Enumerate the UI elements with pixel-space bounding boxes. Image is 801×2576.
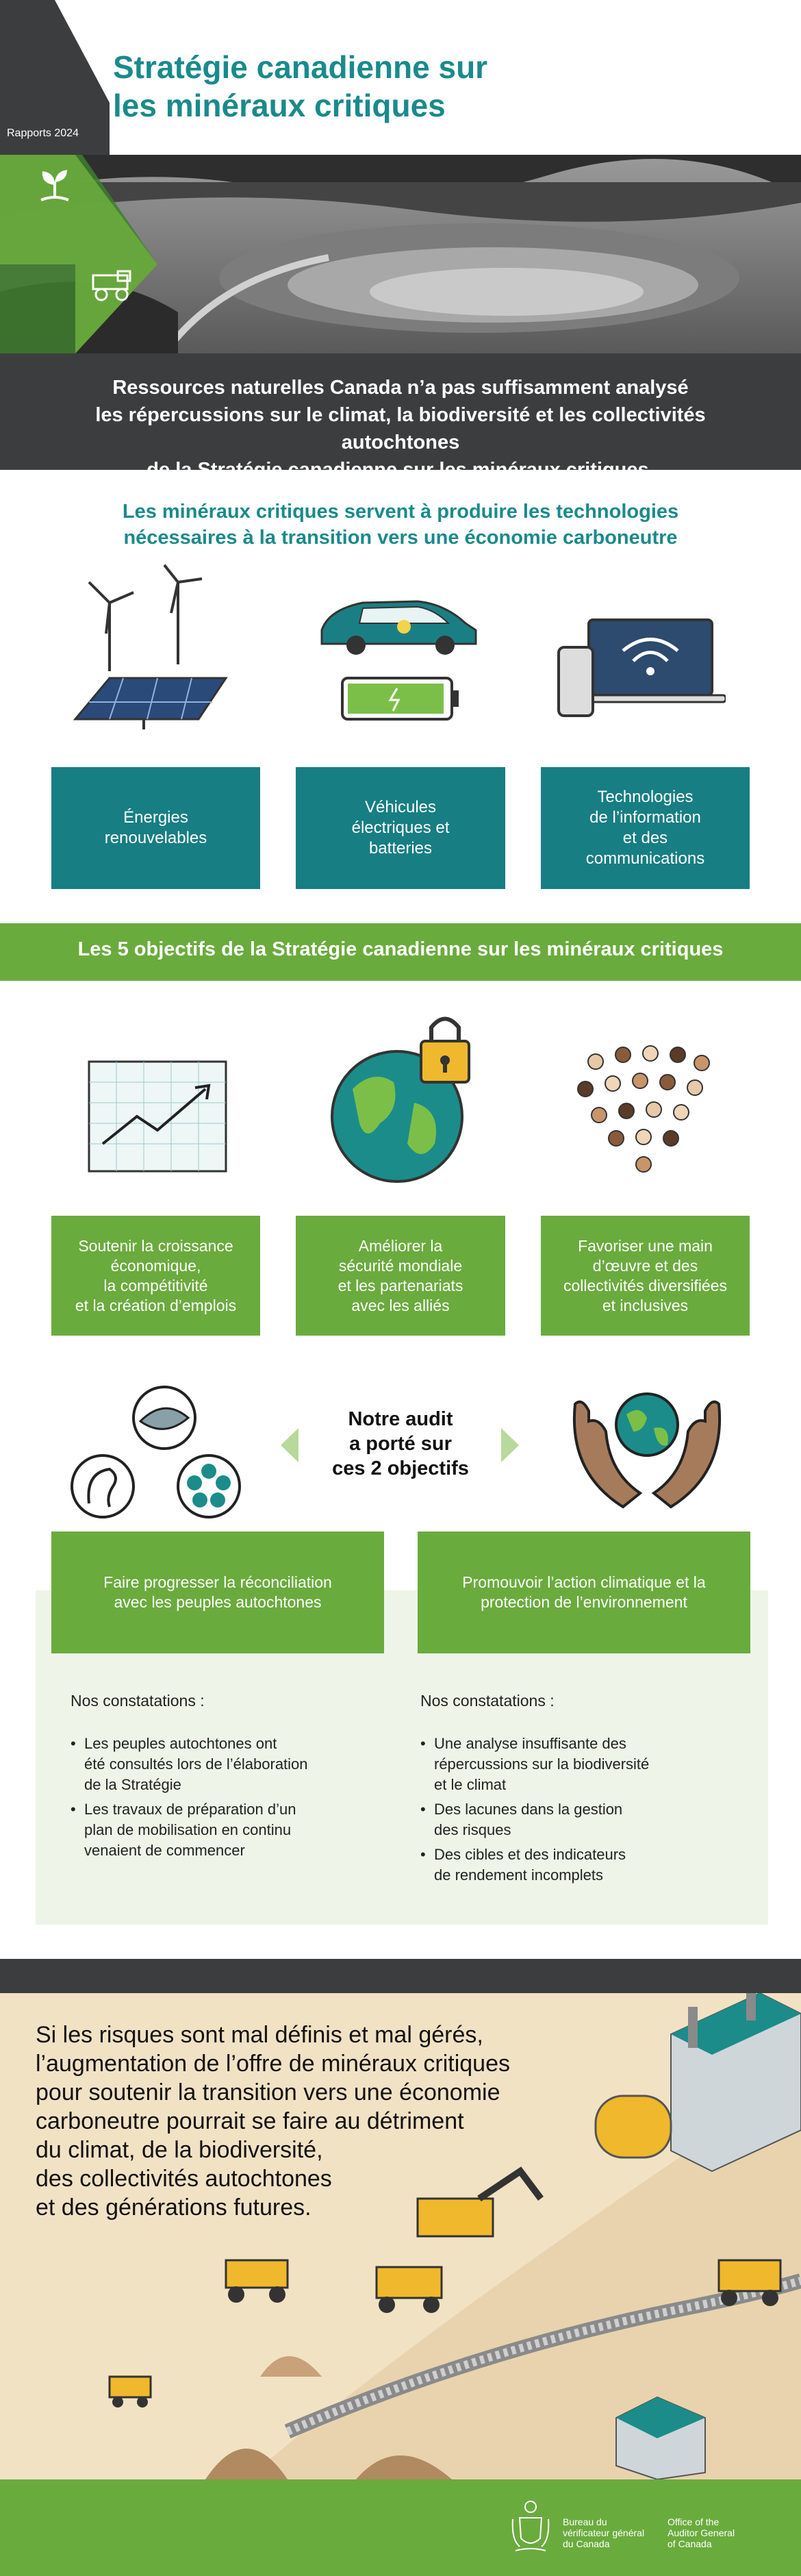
finding-item: • Les travaux de préparation d’un plan de mobilisation en continu venaient de commencer <box>71 1799 372 1861</box>
audit-scope-note: Notre audit a porté sur ces 2 objectifs <box>332 1408 469 1479</box>
objective-climate-box: Promouvoir l’action climatique et la protection de l’environnement <box>418 1531 750 1653</box>
eagle-fish-flower-icon <box>68 1384 246 1521</box>
arrow-left-icon <box>279 1425 300 1466</box>
page-title: Stratégie canadienne sur les minéraux critiques <box>113 49 488 123</box>
laptop-phone-wifi-icon <box>555 613 726 723</box>
mine-landscape-photo <box>0 155 801 353</box>
people-group-icon <box>568 1041 726 1178</box>
risk-statement: Si les risques sont mal définis et mal gérés, l’augmentation de l’offre de minéraux critiques pour soutenir la transition vers une économie carboneutre pourrait se faire au détriment du climat, de la biodiversité, des collectivités autochtones et des générations futures. <box>36 2022 510 2221</box>
finding-item: • Des lacunes dans la gestion des risques <box>420 1799 722 1840</box>
solar-wind-icon <box>68 562 246 733</box>
objectives-title: Les 5 objectifs de la Stratégie canadienne sur les minéraux critiques <box>77 938 724 960</box>
finding-item: • Des cibles et des indicateurs de rendement incomplets <box>420 1845 722 1886</box>
objective-economy-box: Soutenir la croissance économique, la compétitivité et la création d’emplois <box>51 1216 260 1336</box>
plant-icon <box>34 164 75 205</box>
reports-label: Rapports 2024 <box>7 127 79 139</box>
objective-workforce-box: Favoriser une main d’œuvre et des collectivités diversifiées et inclusives <box>541 1216 750 1336</box>
minerals-heading: Les minéraux critiques servent à produire les technologies nécessaires à la transition vers une économie carboneutre <box>122 501 679 549</box>
coat-of-arms-logo <box>510 2499 551 2553</box>
key-statement: Ressources naturelles Canada n’a pas suffisamment analysé les répercussions sur le climat, la biodiversité et les collectivités autochtones de la Stratégie canadienne sur les minéraux critiques. <box>95 377 706 481</box>
globe-lock-icon <box>325 1007 483 1185</box>
findings-right <box>420 1692 722 1890</box>
footer-org-fr: Bureau du vérificateur général du Canada <box>563 2516 645 2549</box>
findings-left <box>71 1692 372 1865</box>
footer-org-en: Office of the Auditor General of Canada <box>668 2516 735 2549</box>
ev-batteries-box: Véhicules électriques et batteries <box>296 767 505 889</box>
mining-truck-icon <box>88 267 137 305</box>
finding-item: • Une analyse insuffisante des répercussions sur la biodiversité et le climat <box>420 1734 722 1795</box>
renewables-box: Énergies renouvelables <box>51 767 260 889</box>
arrow-right-icon <box>500 1425 520 1466</box>
ict-box: Technologies de l’information et des communications <box>541 767 750 889</box>
divider-strip <box>0 1959 801 1993</box>
growth-chart-icon <box>82 1055 233 1178</box>
objective-security-box: Améliorer la sécurité mondiale et les partenariats avec les alliés <box>296 1216 505 1336</box>
electric-car-battery-icon <box>315 589 486 726</box>
objective-reconciliation-box: Faire progresser la réconciliation avec les peuples autochtones <box>51 1531 384 1653</box>
hands-earth-icon <box>568 1390 726 1514</box>
findings-left-title: Nos constatations : <box>71 1692 205 1710</box>
finding-item: • Les peuples autochtones ont été consultés lors de l’élaboration de la Stratégie <box>71 1734 372 1795</box>
findings-right-title: Nos constatations : <box>420 1692 555 1710</box>
